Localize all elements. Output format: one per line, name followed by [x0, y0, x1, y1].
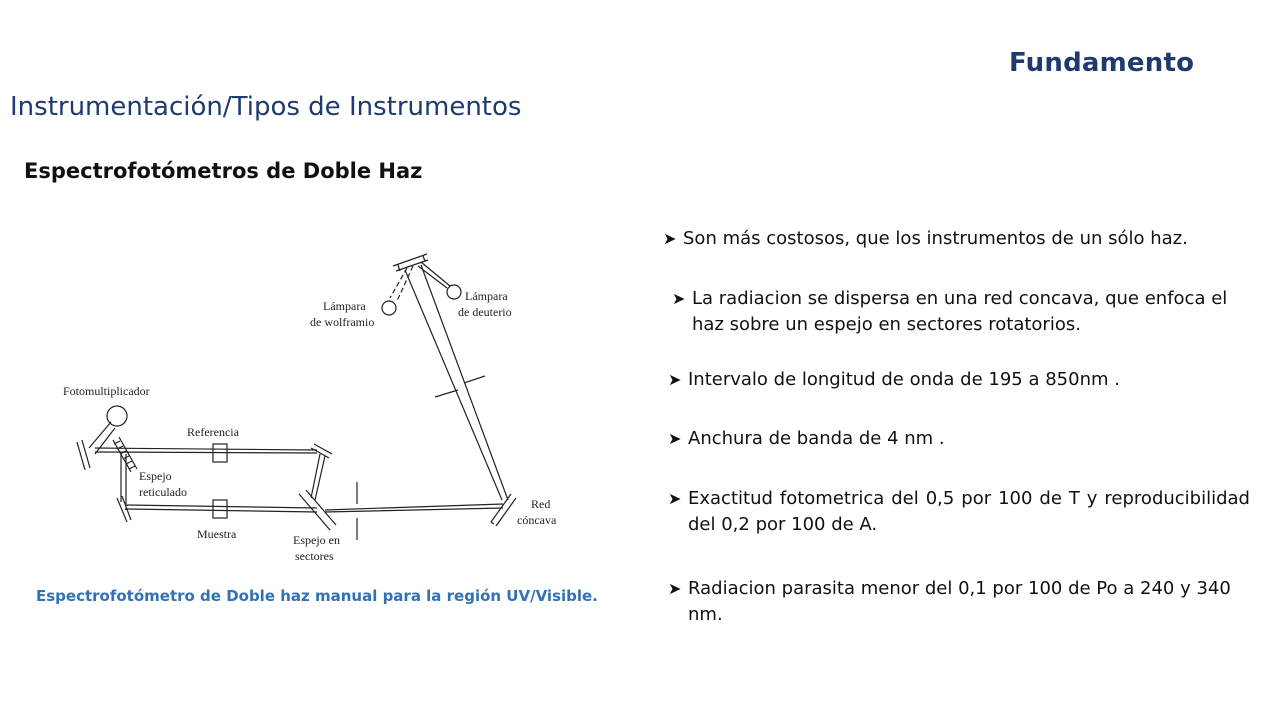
label-photomultiplier: Fotomultiplicador	[63, 384, 150, 398]
arrow-bullet-icon: ➤	[663, 229, 677, 248]
label-sector-mirror-2: sectores	[295, 549, 334, 563]
photomultiplier	[107, 406, 127, 426]
bullet-text: Intervalo de longitud de onda de 195 a 850nm .	[688, 369, 1120, 390]
label-grating-mirror-1: Espejo	[139, 469, 172, 483]
bullet-text: Anchura de banda de 4 nm .	[688, 428, 945, 449]
bullet-2	[672, 286, 1252, 338]
arrow-bullet-icon: ➤	[668, 429, 682, 448]
label-concave-grating-1: Red	[531, 497, 551, 511]
label-tungsten-lamp-1: Lámpara	[323, 299, 366, 313]
bullet-text: Son más costosos, que los instrumentos de un sólo haz.	[683, 228, 1188, 249]
bullet-5	[668, 486, 1250, 538]
arrow-bullet-icon: ➤	[668, 370, 682, 389]
diagram-caption: Espectrofotómetro de Doble haz manual para la región UV/Visible.	[36, 587, 598, 605]
label-deuterium-lamp-1: Lámpara	[465, 289, 508, 303]
tungsten-lamp	[382, 301, 396, 315]
arrow-bullet-icon: ➤	[668, 579, 682, 598]
page-title: Instrumentación/Tipos de Instrumentos	[10, 92, 522, 122]
subtitle: Espectrofotómetros de Doble Haz	[24, 159, 423, 183]
label-reference: Referencia	[187, 425, 239, 439]
concave-grating	[491, 494, 516, 526]
section-title: Fundamento	[1009, 48, 1195, 78]
bullet-text: La radiacion se dispersa en una red concava, que enfoca el haz sobre un espejo en sectores rotatorios.	[692, 288, 1228, 335]
double-beam-spectrophotometer-diagram	[55, 232, 595, 572]
bullet-6	[668, 576, 1248, 628]
arrow-bullet-icon: ➤	[668, 489, 682, 508]
deuterium-lamp	[447, 285, 461, 299]
bullet-text: Exactitud fotometrica del 0,5 por 100 de T y reproducibilidad del 0,2 por 100 de A.	[688, 488, 1250, 535]
label-tungsten-lamp-2: de wolframio	[310, 315, 375, 329]
arrow-bullet-icon: ➤	[672, 289, 686, 308]
grating-mirror	[113, 437, 137, 472]
label-deuterium-lamp-2: de deuterio	[458, 305, 512, 319]
label-sector-mirror-1: Espejo en	[293, 533, 340, 547]
label-concave-grating-2: cóncava	[517, 513, 557, 527]
label-sample: Muestra	[197, 527, 237, 541]
bullet-3	[668, 367, 1248, 393]
sample-cell	[213, 500, 227, 518]
bullet-4	[668, 426, 1248, 452]
label-grating-mirror-2: reticulado	[139, 485, 187, 499]
bullet-1	[663, 226, 1263, 252]
bullet-text: Radiacion parasita menor del 0,1 por 100 de Po a 240 y 340 nm.	[688, 578, 1231, 625]
